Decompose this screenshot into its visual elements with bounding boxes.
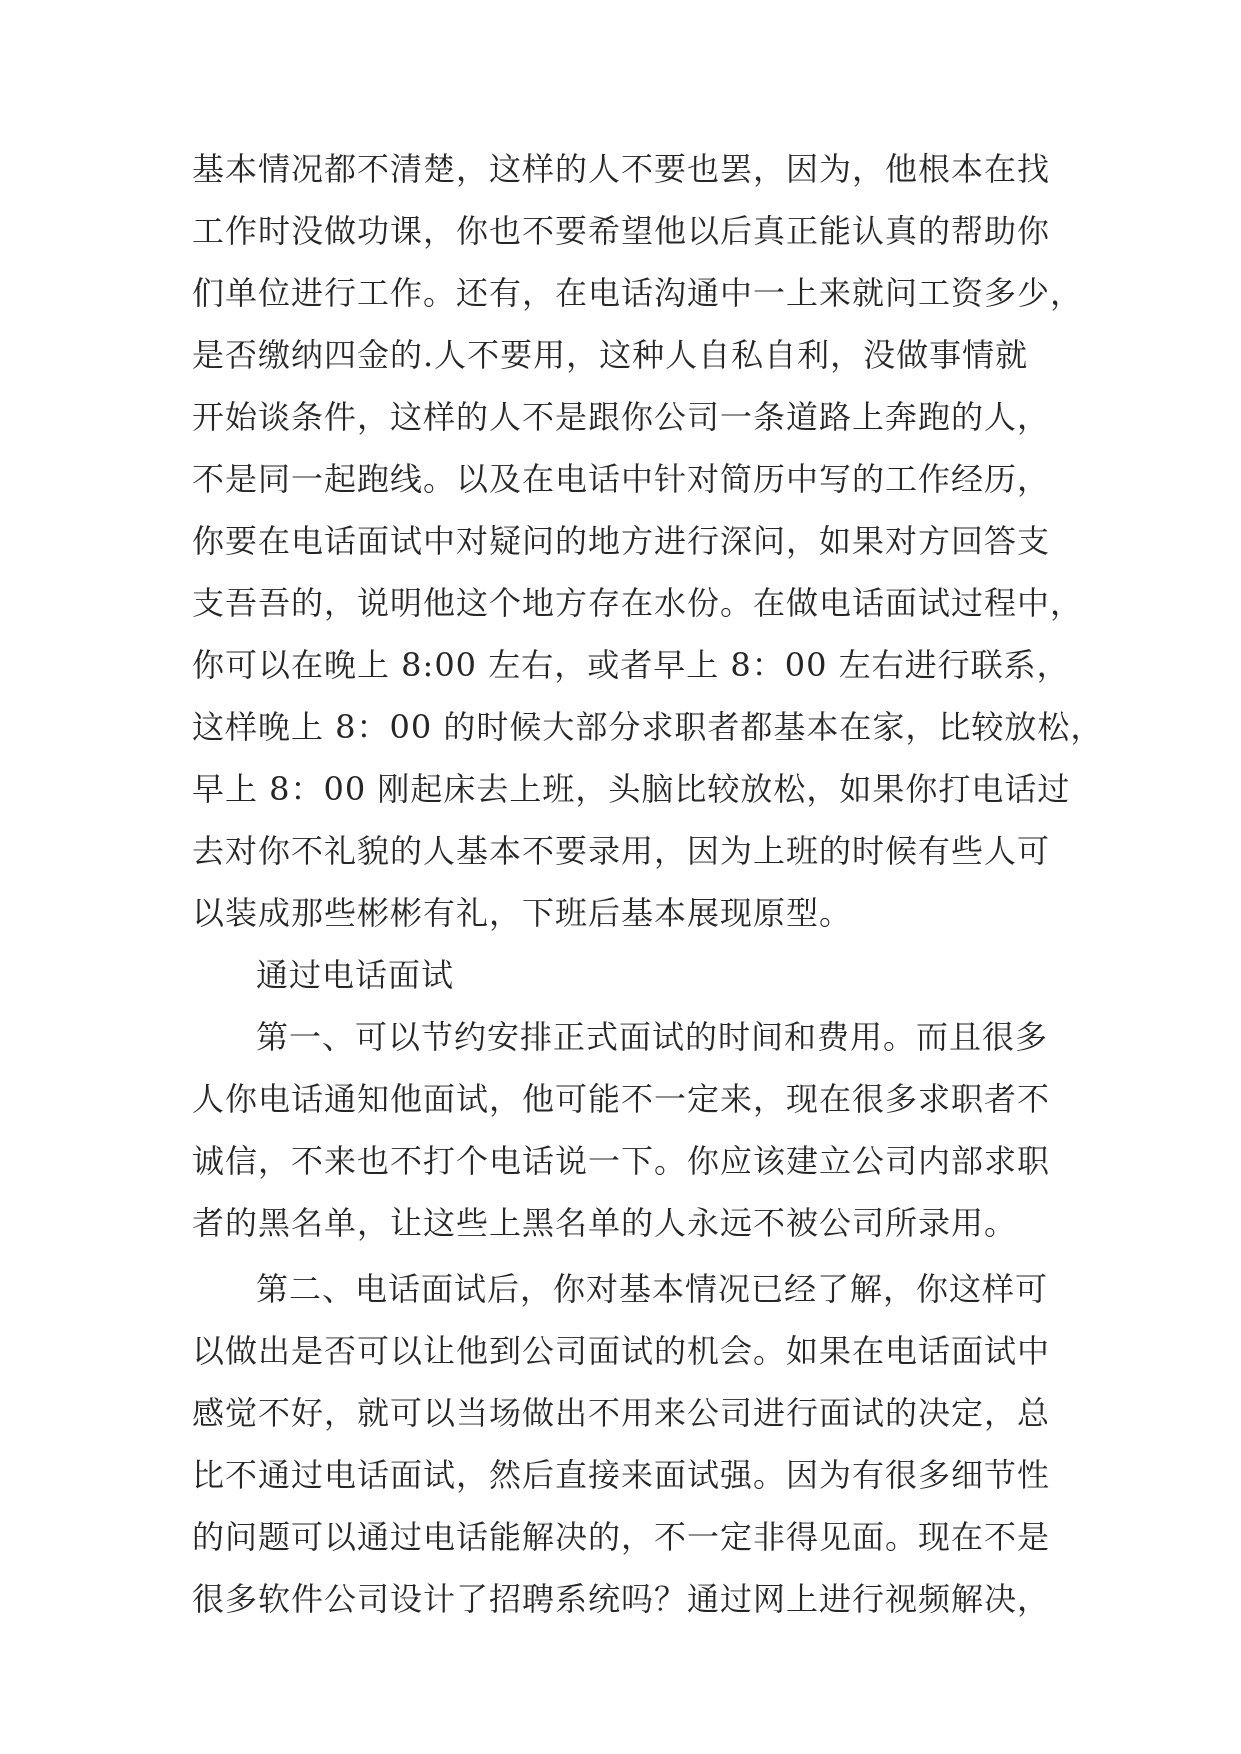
text-line: 工作时没做功课，你也不要希望他以后真正能认真的帮助你 <box>192 212 1051 250</box>
text-line: 第二、电话面试后，你对基本情况已经了解，你这样可 <box>256 1270 1049 1308</box>
text-line: 的问题可以通过电话能解决的，不一定非得见面。现在不是 <box>192 1518 1051 1556</box>
text-line: 人你电话通知他面试，他可能不一定来，现在很多求职者不 <box>192 1080 1051 1118</box>
text-line: 感觉不好，就可以当场做出不用来公司进行面试的决定，总 <box>192 1394 1051 1432</box>
paragraph-second-point <box>192 1258 1052 1630</box>
text-line: 不是同一起跑线。以及在电话中针对简历中写的工作经历， <box>192 460 1051 498</box>
text-line: 第一、可以节约安排正式面试的时间和费用。而且很多 <box>256 1018 1049 1056</box>
text-line: 你可以在晚上 8:00 左右，或者早上 8：00 左右进行联系， <box>192 646 1070 684</box>
text-line: 开始谈条件，这样的人不是跟你公司一条道路上奔跑的人， <box>192 398 1051 436</box>
text-line: 诚信，不来也不打个电话说一下。你应该建立公司内部求职 <box>192 1142 1051 1180</box>
section-heading: 通过电话面试 <box>256 956 455 994</box>
text-line: 这样晚上 8：00 的时候大部分求职者都基本在家，比较放松， <box>192 708 1104 746</box>
text-line: 者的黑名单，让这些上黑名单的人永远不被公司所录用。 <box>192 1204 1018 1242</box>
paragraph-first-point <box>192 1006 1052 1254</box>
text-line: 们单位进行工作。还有，在电话沟通中一上来就问工资多少， <box>192 274 1084 312</box>
text-line: 早上 8：00 刚起床去上班，头脑比较放松，如果你打电话过 <box>192 770 1071 808</box>
text-line: 支吾吾的，说明他这个地方存在水份。在做电话面试过程中， <box>192 584 1084 622</box>
text-line: 以做出是否可以让他到公司面试的机会。如果在电话面试中 <box>192 1332 1051 1370</box>
paragraph-continued <box>192 138 1104 944</box>
text-line: 基本情况都不清楚，这样的人不要也罢，因为，他根本在找 <box>192 150 1051 188</box>
text-line: 很多软件公司设计了招聘系统吗？通过网上进行视频解决， <box>192 1580 1051 1618</box>
text-line: 你要在电话面试中对疑问的地方进行深问，如果对方回答支 <box>192 522 1051 560</box>
text-line: 去对你不礼貌的人基本不要录用，因为上班的时候有些人可 <box>192 832 1051 870</box>
text-line: 以装成那些彬彬有礼，下班后基本展现原型。 <box>192 894 853 932</box>
text-line: 是否缴纳四金的.人不要用，这种人自私自利，没做事情就 <box>192 336 1029 374</box>
text-line: 比不通过电话面试，然后直接来面试强。因为有很多细节性 <box>192 1456 1051 1494</box>
document-body <box>192 138 1104 1630</box>
